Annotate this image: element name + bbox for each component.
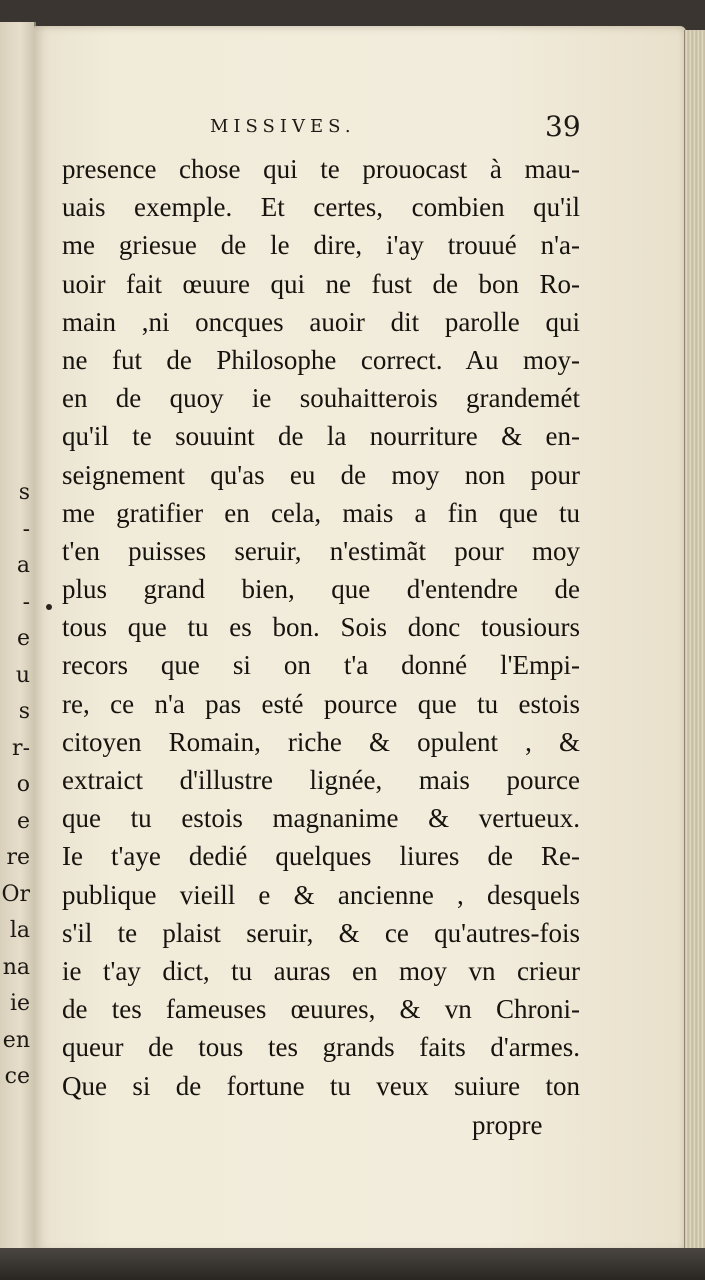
text-line: t'en puisses seruir, n'estimãt pour moy (62, 535, 580, 566)
facing-page-fragment: - (22, 589, 30, 615)
facing-page-fragment: la (9, 918, 30, 943)
text-line: queur de tous tes grands faits d'armes. (62, 1032, 580, 1063)
text-line: re, ce n'a pas esté pource que tu estois (62, 688, 580, 719)
facing-page-fragment: s (18, 480, 30, 505)
text-line: main ,ni oncques auoir dit parolle qui (62, 306, 580, 337)
text-line: plus grand bien, que d'entendre de (62, 574, 580, 605)
book-cover (0, 1248, 705, 1280)
text-line: de tes fameuses œuures, & vn Chroni- (62, 994, 580, 1025)
text-line: uais exemple. Et certes, combien qu'il (62, 192, 580, 223)
facing-page-fragment: ce (4, 1064, 30, 1089)
text-line: seignement qu'as eu de moy non pour (62, 459, 580, 490)
text-line: en de quoy ie souhaitterois grandemét (62, 383, 580, 414)
text-line: recors que si on t'a donné l'Empi- (62, 650, 580, 681)
facing-page-fragment: - (22, 516, 30, 542)
facing-page-edge (0, 22, 36, 1250)
text-line: extraict d'illustre lignée, mais pource (62, 765, 580, 795)
text-line: ne fut de Philosophe correct. Au moy- (62, 344, 580, 375)
page-number: 39 (545, 110, 581, 143)
facing-page-fragment: o (16, 772, 30, 797)
text-line: citoyen Romain, riche & opulent , & (62, 726, 580, 757)
facing-page-fragment: e (16, 808, 30, 834)
facing-page-fragment: re (6, 845, 30, 870)
text-line: s'il te plaist seruir, & ce qu'autres-fois (62, 917, 580, 948)
facing-page-fragment: e (16, 626, 30, 651)
text-line: me griesue de le dire, i'ay trouué n'a- (62, 230, 580, 261)
page-edges (684, 30, 705, 1250)
ink-dot (46, 604, 52, 610)
text-line: que tu estois magnanime & vertueux. (62, 803, 580, 834)
body-text (62, 150, 580, 1105)
text-line: Ie t'aye dedié quelques liures de Re- (62, 841, 580, 872)
facing-page-fragment: s (18, 699, 30, 724)
text-line: ie t'ay dict, tu auras en moy vn crieur (62, 955, 580, 986)
text-line: qu'il te souuint de la nourriture & en- (62, 421, 580, 452)
facing-page-fragment: Or (1, 881, 30, 907)
facing-page-fragment: en (2, 1027, 30, 1053)
facing-page-fragment: na (2, 954, 30, 980)
text-line: tous que tu es bon. Sois donc tousiours (62, 612, 580, 643)
text-line: me gratifier en cela, mais a fin que tu (62, 497, 580, 528)
text-line: uoir fait œuure qui ne fust de bon Ro- (62, 268, 580, 299)
facing-page-fragment: ie (9, 991, 30, 1016)
text-line: presence chose qui te prouocast à mau- (62, 154, 580, 184)
facing-page-fragment: a (16, 553, 30, 578)
facing-page-fragment: r- (12, 735, 30, 761)
running-head: MISSIVES. (210, 116, 356, 137)
text-line: Que si de fortune tu veux suiure ton (62, 1070, 580, 1101)
facing-page-fragment: u (15, 662, 30, 688)
text-line: publique vieill e & ancienne , desquels (62, 879, 580, 910)
catchword: propre (472, 1110, 543, 1140)
